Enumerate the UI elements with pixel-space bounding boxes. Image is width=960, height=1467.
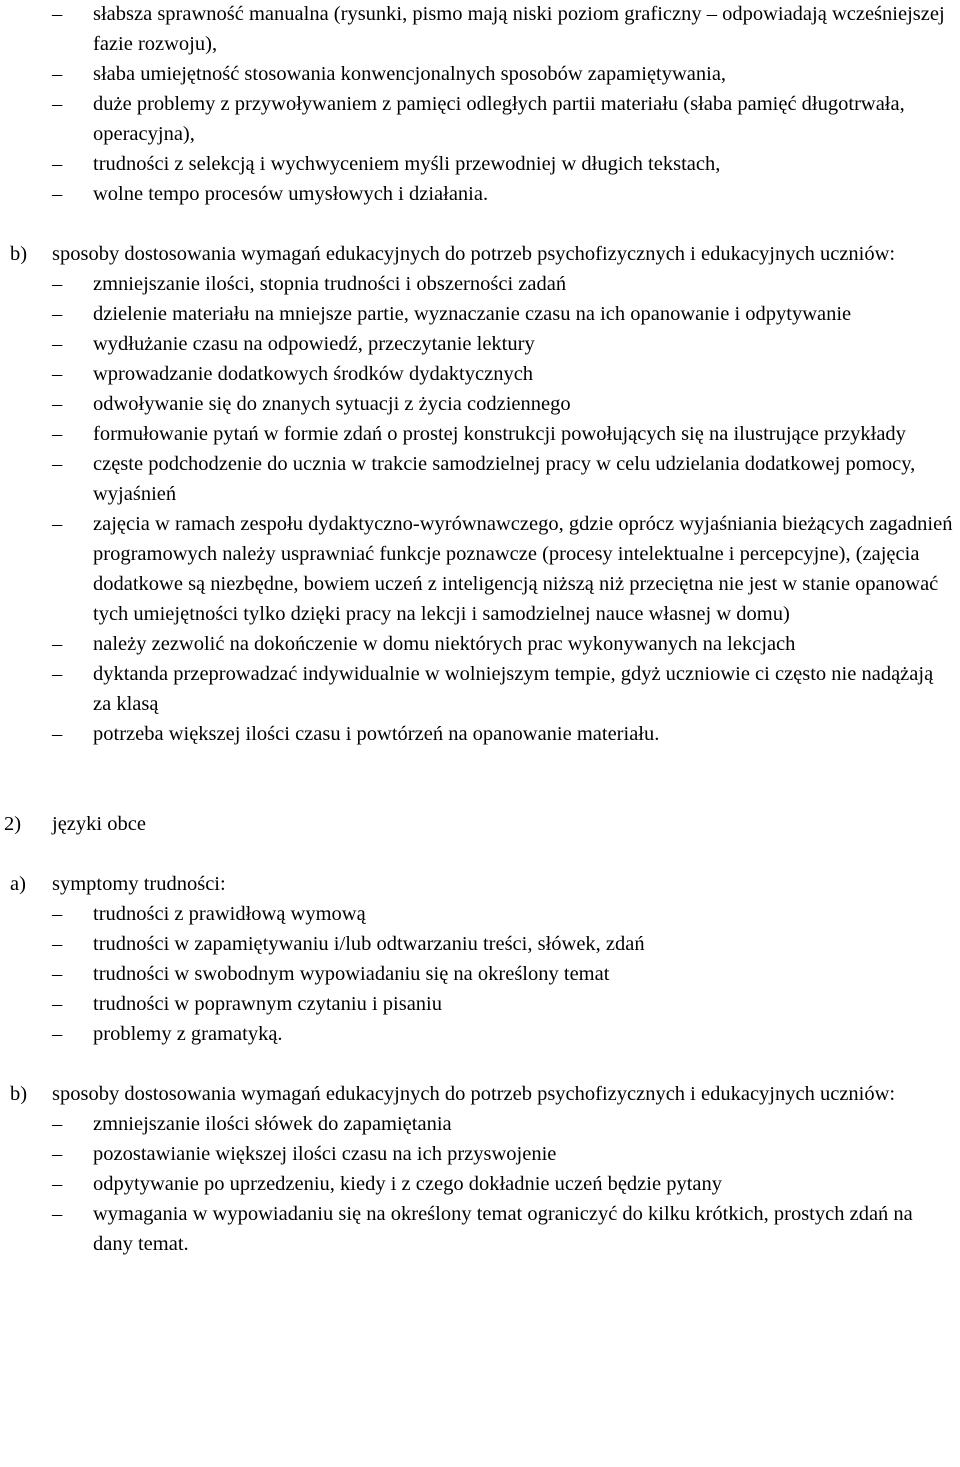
spacer bbox=[0, 1049, 960, 1079]
section-b2-heading bbox=[0, 1079, 960, 1109]
list-item-text: wprowadzanie dodatkowych środków dydaktycznych bbox=[93, 363, 534, 385]
dash-marker: – bbox=[52, 333, 63, 355]
dash-marker: – bbox=[52, 183, 63, 205]
section-heading-text: sposoby dostosowania wymagań edukacyjnych do potrzeb psychofizycznych i edukacyjnych uczniów: bbox=[52, 243, 896, 265]
spacer bbox=[0, 209, 960, 239]
list-item bbox=[0, 659, 960, 719]
dash-marker: – bbox=[52, 663, 63, 685]
dash-marker: – bbox=[52, 363, 63, 385]
dash-marker: – bbox=[52, 423, 63, 445]
list-item-text: formułowanie pytań w formie zdań o prostej konstrukcji powołujących się na ilustrujące przykłady bbox=[93, 423, 906, 445]
section-b2-bullet-list bbox=[0, 1109, 960, 1259]
list-item-text: pozostawianie większej ilości czasu na ich przyswojenie bbox=[93, 1143, 557, 1165]
dash-marker: – bbox=[52, 453, 63, 475]
list-item-text: zmniejszanie ilości słówek do zapamiętania bbox=[93, 1113, 452, 1135]
spacer bbox=[0, 779, 960, 809]
list-item-text: potrzeba większej ilości czasu i powtórzeń na opanowanie materiału. bbox=[93, 723, 660, 745]
section-b1-heading bbox=[0, 239, 960, 269]
list-item bbox=[0, 329, 960, 359]
list-item-text: należy zezwolić na dokończenie w domu niektórych prac wykonywanych na lekcjach bbox=[93, 633, 796, 655]
section-a2-heading bbox=[0, 869, 960, 899]
section-marker: a) bbox=[10, 873, 26, 895]
section-marker: 2) bbox=[4, 813, 22, 835]
intro-bullet-list bbox=[0, 0, 960, 209]
list-item-text: zmniejszanie ilości, stopnia trudności i obszerności zadań bbox=[93, 273, 567, 295]
list-item-text: wydłużanie czasu na odpowiedź, przeczytanie lektury bbox=[93, 333, 535, 355]
section-a2-bullet-list bbox=[0, 899, 960, 1049]
list-item bbox=[0, 1109, 960, 1139]
list-item bbox=[0, 629, 960, 659]
dash-marker: – bbox=[52, 303, 63, 325]
dash-marker: – bbox=[52, 513, 63, 535]
dash-marker: – bbox=[52, 3, 63, 25]
list-item bbox=[0, 269, 960, 299]
list-item bbox=[0, 719, 960, 749]
section-b1-bullet-list bbox=[0, 269, 960, 749]
dash-marker: – bbox=[52, 93, 63, 115]
list-item bbox=[0, 419, 960, 449]
dash-marker: – bbox=[52, 63, 63, 85]
list-item bbox=[0, 389, 960, 419]
spacer bbox=[0, 839, 960, 869]
list-item bbox=[0, 449, 960, 509]
spacer bbox=[0, 749, 960, 779]
list-item-text: zajęcia w ramach zespołu dydaktyczno-wyrównawczego, gdzie oprócz wyjaśniania bieżących zagadnień programowych należy usprawniać funkcje poznawcze (procesy intelektualne i percepcyjne), (zajęcia dodatkowe są niezbędne, bowiem uczeń z inteligencją niższą niż przeciętna nie jest w stanie opanować tych umiejętności tylko dzięki pracy na lekcji i samodzielnej nauce własnej w domu) bbox=[93, 513, 953, 625]
list-item bbox=[0, 1199, 960, 1259]
list-item bbox=[0, 89, 960, 149]
list-item-text: wymagania w wypowiadaniu się na określony temat ograniczyć do kilku krótkich, prostych zdań na dany temat. bbox=[93, 1203, 913, 1255]
list-item-text: dzielenie materiału na mniejsze partie, wyznaczanie czasu na ich opanowanie i odpytywanie bbox=[93, 303, 852, 325]
list-item-text: odpytywanie po uprzedzeniu, kiedy i z czego dokładnie uczeń będzie pytany bbox=[93, 1173, 722, 1195]
list-item-text: problemy z gramatyką. bbox=[93, 1023, 283, 1045]
list-item-text: częste podchodzenie do ucznia w trakcie samodzielnej pracy w celu udzielania dodatkowej pomocy, wyjaśnień bbox=[93, 453, 916, 505]
list-item bbox=[0, 509, 960, 629]
list-item bbox=[0, 989, 960, 1019]
dash-marker: – bbox=[52, 1143, 63, 1165]
list-item-text: trudności w poprawnym czytaniu i pisaniu bbox=[93, 993, 443, 1015]
list-item bbox=[0, 1139, 960, 1169]
list-item bbox=[0, 179, 960, 209]
list-item bbox=[0, 299, 960, 329]
list-item bbox=[0, 1169, 960, 1199]
dash-marker: – bbox=[52, 933, 63, 955]
section-marker: b) bbox=[10, 243, 28, 265]
list-item bbox=[0, 149, 960, 179]
list-item bbox=[0, 1019, 960, 1049]
list-item-text: trudności z prawidłową wymową bbox=[93, 903, 366, 925]
dash-marker: – bbox=[52, 1113, 63, 1135]
list-item-text: słaba umiejętność stosowania konwencjonalnych sposobów zapamiętywania, bbox=[93, 63, 727, 85]
section-heading-text: symptomy trudności: bbox=[52, 873, 226, 895]
dash-marker: – bbox=[52, 723, 63, 745]
dash-marker: – bbox=[52, 1023, 63, 1045]
section-heading-text: sposoby dostosowania wymagań edukacyjnych do potrzeb psychofizycznych i edukacyjnych uczniów: bbox=[52, 1083, 896, 1105]
list-item bbox=[0, 359, 960, 389]
dash-marker: – bbox=[52, 153, 63, 175]
list-item bbox=[0, 0, 960, 59]
dash-marker: – bbox=[52, 633, 63, 655]
dash-marker: – bbox=[52, 273, 63, 295]
list-item-text: odwoływanie się do znanych sytuacji z życia codziennego bbox=[93, 393, 571, 415]
list-item-text: trudności w swobodnym wypowiadaniu się na określony temat bbox=[93, 963, 610, 985]
list-item-text: trudności z selekcją i wychwyceniem myśli przewodniej w długich tekstach, bbox=[93, 153, 721, 175]
dash-marker: – bbox=[52, 963, 63, 985]
dash-marker: – bbox=[52, 993, 63, 1015]
dash-marker: – bbox=[52, 393, 63, 415]
list-item-text: dyktanda przeprowadzać indywidualnie w wolniejszym tempie, gdyż uczniowie ci często nie nadążają za klasą bbox=[93, 663, 934, 715]
list-item bbox=[0, 899, 960, 929]
list-item bbox=[0, 929, 960, 959]
list-item-text: trudności w zapamiętywaniu i/lub odtwarzaniu treści, słówek, zdań bbox=[93, 933, 645, 955]
dash-marker: – bbox=[52, 1203, 63, 1225]
section-heading-text: języki obce bbox=[52, 813, 146, 835]
list-item bbox=[0, 959, 960, 989]
section-2-heading bbox=[0, 809, 960, 839]
list-item-text: duże problemy z przywoływaniem z pamięci odległych partii materiału (słaba pamięć długotrwała, operacyjna), bbox=[93, 93, 905, 145]
list-item-text: słabsza sprawność manualna (rysunki, pismo mają niski poziom graficzny – odpowiadają wcześniejszej fazie rozwoju), bbox=[93, 3, 945, 55]
list-item-text: wolne tempo procesów umysłowych i działania. bbox=[93, 183, 489, 205]
dash-marker: – bbox=[52, 1173, 63, 1195]
list-item bbox=[0, 59, 960, 89]
dash-marker: – bbox=[52, 903, 63, 925]
section-marker: b) bbox=[10, 1083, 28, 1105]
